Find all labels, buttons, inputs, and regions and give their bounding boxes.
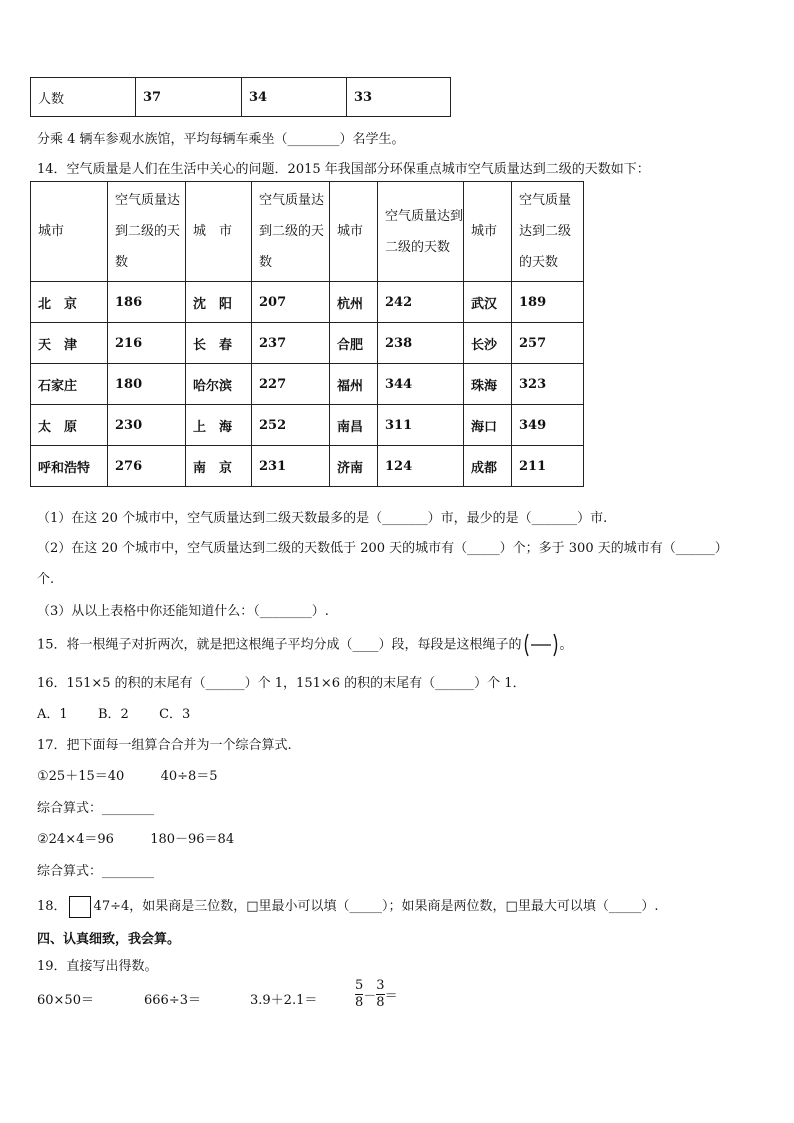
days-cell: 323 [512, 364, 584, 405]
blank-fraction-icon [522, 633, 560, 657]
city-cell: 海口 [464, 405, 512, 446]
fraction-3-8: $\frac{3}{8}$ [376, 978, 385, 1010]
option-b: B．2 [97, 707, 129, 722]
q16-text: 16．151×5 的积的末尾有（______）个 1，151×6 的积的末尾有（______）个 1． [37, 676, 526, 691]
q16-options [37, 703, 190, 722]
city-cell: 长沙 [464, 323, 512, 364]
q19-item-1: 60×50＝ [37, 993, 94, 1008]
days-cell: 216 [108, 323, 186, 364]
header-cell: 城 市 [186, 182, 252, 282]
days-cell: 311 [378, 405, 464, 446]
q19-item-4: $\frac{5}{8}$ － $\frac{3}{8}$ ＝ [355, 978, 398, 1010]
table-cell: 37 [136, 78, 242, 117]
days-cell: 242 [378, 282, 464, 323]
city-cell: 成都 [464, 446, 512, 487]
q15-text: 15．将一根绳子对折两次，就是把这根绳子平均分成（____）段，每段是这根绳子的 [37, 637, 522, 653]
q17-g2-eq2: 180－96＝84 [150, 832, 235, 847]
city-cell: 长 春 [186, 323, 252, 364]
city-cell: 杭州 [330, 282, 378, 323]
table-label-cell: 人数 [31, 78, 136, 117]
header-cell: 空气质量达到二级的天数 [108, 182, 186, 282]
q19-text: 19．直接写出得数。 [37, 959, 158, 974]
days-cell: 349 [512, 405, 584, 446]
option-c: C．3 [159, 707, 191, 722]
q18-line [37, 895, 658, 918]
q17-g1-eq1: ①25＋15＝40 [37, 769, 125, 784]
header-cell: 城市 [31, 182, 108, 282]
city-cell: 福州 [330, 364, 378, 405]
days-cell: 344 [378, 364, 464, 405]
days-cell: 211 [512, 446, 584, 487]
city-cell: 太 原 [31, 405, 108, 446]
city-cell: 石家庄 [31, 364, 108, 405]
days-cell: 186 [108, 282, 186, 323]
q17-answer1: 综合算式：________ [37, 801, 155, 816]
days-cell: 180 [108, 364, 186, 405]
fraction-5-8: $\frac{5}{8}$ [355, 978, 364, 1010]
q14-intro: 14．空气质量是人们在生活中关心的问题．2015 年我国部分环保重点城市空气质量达到二级的天数如下： [37, 162, 650, 177]
q17-g1-eq2: 40÷8＝5 [160, 769, 218, 784]
days-cell: 227 [252, 364, 330, 405]
students-table [30, 77, 451, 117]
q17-g2-eq1: ②24×4＝96 [37, 832, 114, 847]
q15-end: 。 [559, 637, 573, 653]
q17-text: 17．把下面每一组算合合并为一个综合算式. [37, 738, 292, 753]
days-cell: 238 [378, 323, 464, 364]
air-quality-table [30, 181, 584, 487]
table-cell: 33 [347, 78, 451, 117]
city-cell: 上 海 [186, 405, 252, 446]
header-cell: 城市 [330, 182, 378, 282]
table-row [31, 446, 584, 487]
blank-box-icon [69, 896, 91, 918]
city-cell: 北 京 [31, 282, 108, 323]
city-cell: 南昌 [330, 405, 378, 446]
city-cell: 沈 阳 [186, 282, 252, 323]
q17-group1 [37, 765, 218, 784]
city-cell: 天 津 [31, 323, 108, 364]
q19-item-3: 3.9＋2.1＝ [250, 993, 318, 1008]
days-cell: 276 [108, 446, 186, 487]
table-cell: 34 [242, 78, 347, 117]
table-row [31, 405, 584, 446]
days-cell: 231 [252, 446, 330, 487]
city-cell: 合肥 [330, 323, 378, 364]
days-cell: 189 [512, 282, 584, 323]
q14-sub3: （3）从以上表格中你还能知道什么：（________）. [37, 604, 329, 619]
q14-sub1: （1）在这 20 个城市中，空气质量达到二级天数最多的是（_______）市，最少的是（_______）市. [37, 511, 608, 526]
header-cell: 空气质量达到二级的天数 [252, 182, 330, 282]
days-cell: 230 [108, 405, 186, 446]
city-cell: 济南 [330, 446, 378, 487]
table-row [31, 323, 584, 364]
table-row [31, 364, 584, 405]
days-cell: 207 [252, 282, 330, 323]
days-cell: 124 [378, 446, 464, 487]
days-cell: 237 [252, 323, 330, 364]
q18-text: 47÷4，如果商是三位数，□里最小可以填（_____）；如果商是两位数，□里最大可以填（_____）. [93, 899, 659, 914]
q18-number: 18． [37, 899, 67, 914]
city-cell: 呼和浩特 [31, 446, 108, 487]
q19-item-2: 666÷3＝ [144, 993, 201, 1008]
option-a: A．1 [37, 707, 68, 722]
header-cell: 空气质量达到二级的天数 [378, 182, 464, 282]
q14-sub2: （2）在这 20 个城市中，空气质量达到二级的天数低于 200 天的城市有（_____）个；多于 300 天的城市有（______） [37, 541, 728, 556]
q17-answer2: 综合算式：________ [37, 864, 155, 879]
header-cell: 城市 [464, 182, 512, 282]
city-cell: 哈尔滨 [186, 364, 252, 405]
city-cell: 南 京 [186, 446, 252, 487]
q14-sub2-cont: 个. [37, 572, 55, 587]
city-cell: 珠海 [464, 364, 512, 405]
table-row [31, 282, 584, 323]
days-cell: 257 [512, 323, 584, 364]
q17-group2 [37, 828, 234, 847]
header-cell: 空气质量达到二级的天数 [512, 182, 584, 282]
city-cell: 武汉 [464, 282, 512, 323]
q15-line [37, 633, 573, 657]
days-cell: 252 [252, 405, 330, 446]
q13-tail-text: 分乘 4 辆车参观水族馆，平均每辆车乘坐（________）名学生。 [37, 132, 405, 147]
section-4-heading: 四、认真细致，我会算。 [37, 932, 181, 947]
